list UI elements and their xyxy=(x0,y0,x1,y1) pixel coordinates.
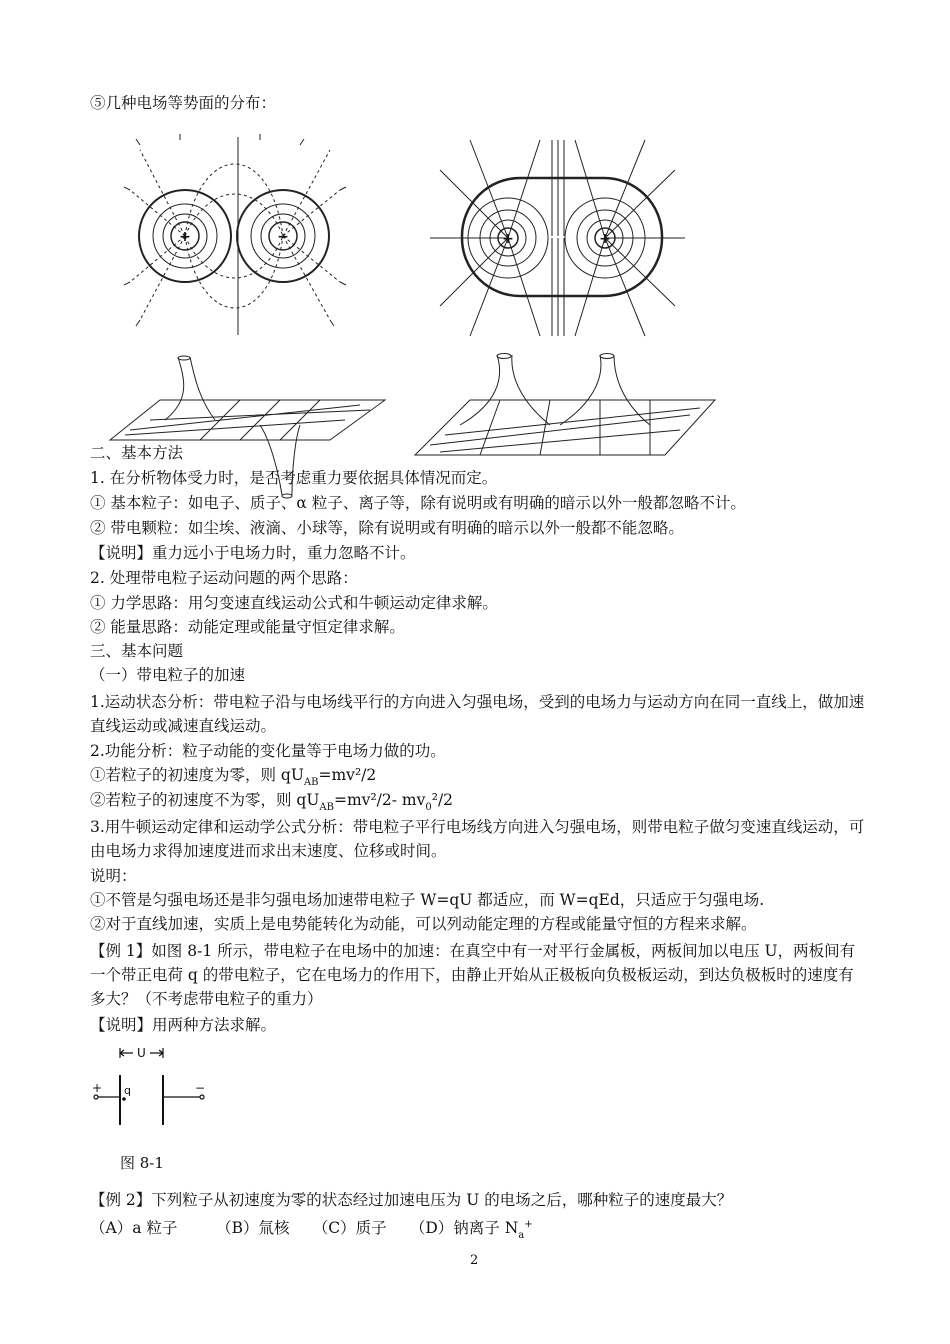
options-text: （A）a 粒子 （B）氚核 （C）质子 （D）钠离子 N xyxy=(90,1219,519,1238)
text-line: 【说明】重力远小于电场力时，重力忽略不计。 xyxy=(90,544,416,562)
voltage-label: U xyxy=(137,1046,146,1060)
text-line: ② 能量思路：动能定理或能量守恒定律求解。 xyxy=(90,618,405,636)
formula-subscript: AB xyxy=(319,802,334,813)
positive-terminal-label: + xyxy=(92,1081,103,1095)
formula-text: ²/2 xyxy=(431,791,454,809)
minus-sign-left: − xyxy=(277,229,289,245)
example-1: 【例 1】如图 8-1 所示，带电粒子在电场中的加速：在真空中有一对平行金属板，两板间加以电压 U，两板间有一个带正电荷 q 的带电粒子，它在电场力的作用下，由静止开始从正极板向负极板运动，到达负极板时的速度有多大？（不考虑带电粒子的重力） xyxy=(90,942,856,1008)
text-line: 2. 处理带电粒子运动问题的两个思路： xyxy=(90,569,358,587)
text-line: 1. 在分析物体受力时，是否考虑重力要依据具体情况而定。 xyxy=(90,469,498,487)
text-line: ① 力学思路：用匀变速直线运动公式和牛顿运动定律求解。 xyxy=(90,594,498,612)
text-line: 【说明】用两种方法求解。 xyxy=(90,1016,277,1034)
plus-sign-left: + xyxy=(179,229,191,245)
text-line: ② 带电颗粒：如尘埃、液滴、小球等，除有说明或有明确的暗示以外一般都不能忽略。 xyxy=(90,519,684,537)
sodium-subscript: a xyxy=(518,1230,525,1242)
section-heading: ⑤几种电场等势面的分布： xyxy=(90,94,277,112)
heading-basic-problems: 三、基本问题 xyxy=(90,642,184,660)
text-line: ②对于直线加速，实质上是电势能转化为动能，可以列动能定理的方程或能量守恒的方程来求解。 xyxy=(90,915,757,933)
paragraph: 1.运动状态分析：带电粒子沿与电场线平行的方向进入匀强电场，受到的电场力与运动方向在同一直线上，做加速直线运动或减速直线运动。 xyxy=(90,693,865,735)
formula-text: ②若粒子的初速度不为零，则 qU xyxy=(90,791,320,809)
paragraph: 3.用牛顿运动定律和运动学公式分析：带电粒子平行电场线方向进入匀强电场，则带电粒子做匀变速直线运动，可由电场力求得加速度进而求出末速度、位移或时间。 xyxy=(90,818,865,860)
like-charges-surface xyxy=(415,354,715,456)
answer-options xyxy=(90,1215,533,1246)
negative-terminal-label: − xyxy=(195,1081,206,1095)
page-number: 2 xyxy=(470,1253,479,1268)
heading-basic-methods: 二、基本方法 xyxy=(90,444,184,462)
text-line: ①不管是匀强电场还是非匀强电场加速带电粒子 W=qU 都适应，而 W=qEd，只适应于匀强电场. xyxy=(90,891,765,909)
figure-caption: 图 8-1 xyxy=(120,1154,164,1172)
formula-subscript: AB xyxy=(303,777,319,788)
subheading-acceleration: （一）带电粒子的加速 xyxy=(90,666,246,684)
formula-subscript: 0 xyxy=(425,802,432,813)
sodium-superscript: + xyxy=(524,1219,533,1230)
opposite-charges-diagram xyxy=(124,134,346,335)
text-line: 2.功能分析：粒子动能的变化量等于电场力做的功。 xyxy=(90,742,446,760)
formula-line-2 xyxy=(90,790,453,818)
formula-text: ①若粒子的初速度为零，则 qU xyxy=(90,766,304,784)
formula-line-1 xyxy=(90,765,376,793)
parallel-plates-diagram xyxy=(88,1040,228,1130)
charge-label: q xyxy=(124,1084,131,1097)
like-charges-diagram xyxy=(430,140,685,336)
formula-text: =mv²/2- mv xyxy=(334,791,426,809)
formula-text: =mv²/2 xyxy=(318,766,377,784)
text-line: 说明： xyxy=(90,867,137,885)
text-line: ① 基本粒子：如电子、质子、α 粒子、离子等，除有说明或有明确的暗示以外一般都忽略不计。 xyxy=(90,494,746,512)
plus-sign-right-2: + xyxy=(599,231,611,247)
plus-sign-right-1: + xyxy=(502,231,514,247)
example-2: 【例 2】下列粒子从初速度为零的状态经过加速电压为 U 的电场之后，哪种粒子的速度最大？ xyxy=(90,1191,733,1209)
